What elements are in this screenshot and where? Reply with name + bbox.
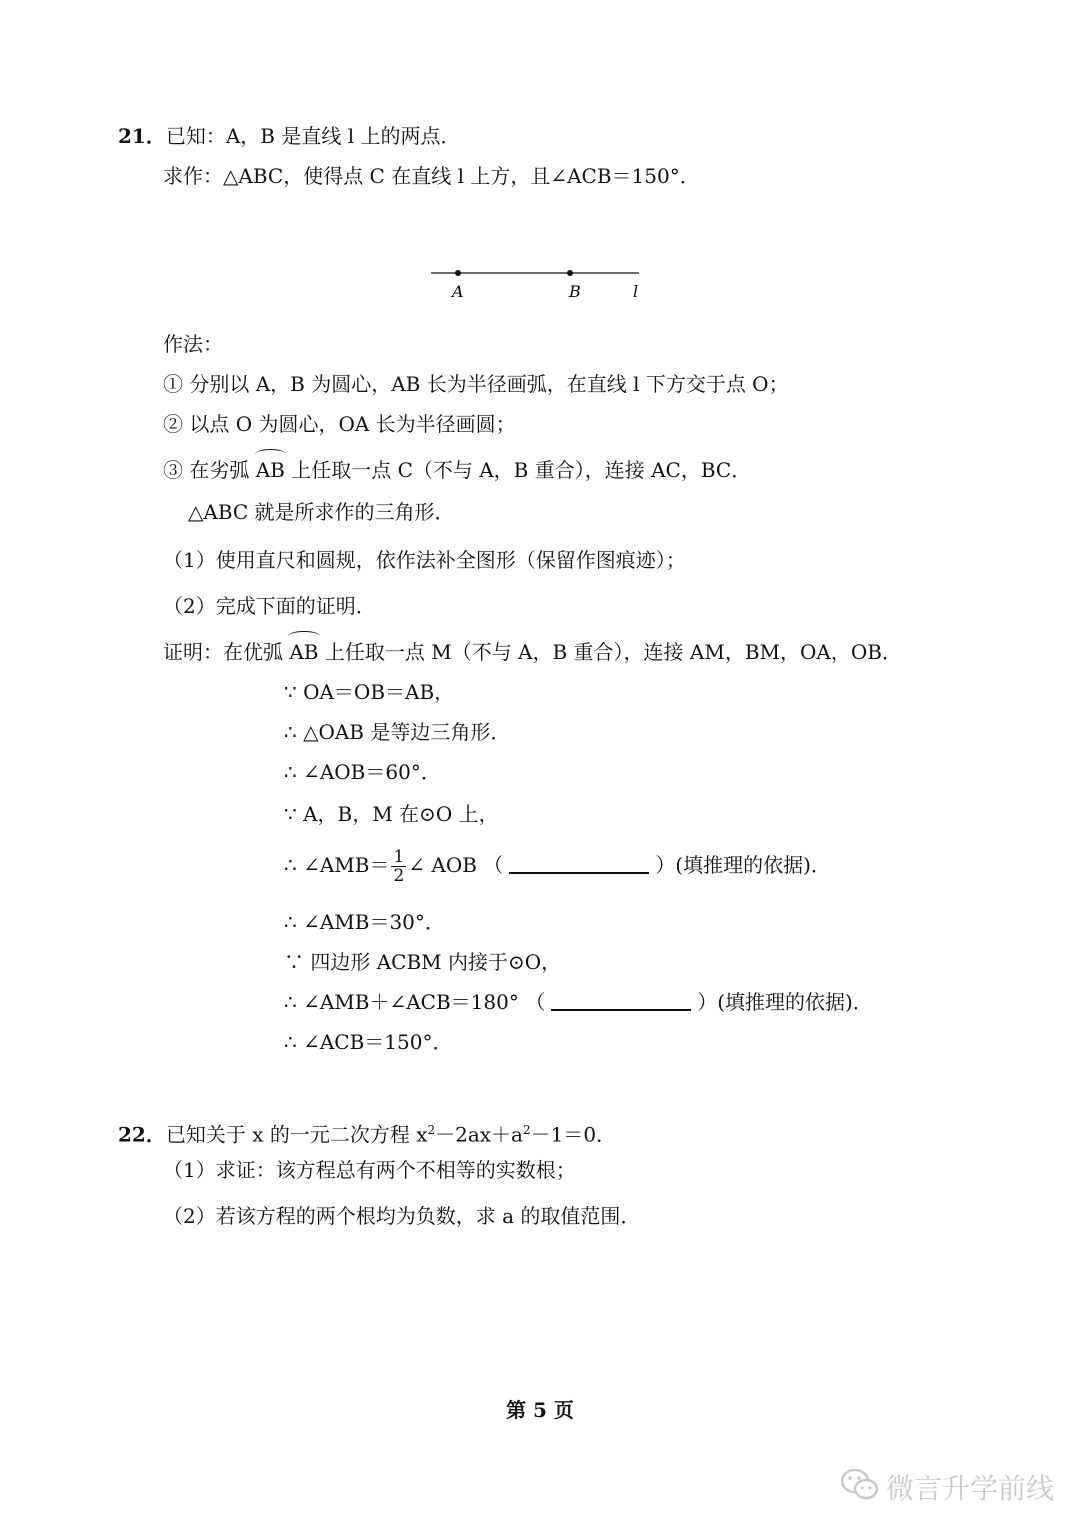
q21-number: 21． (118, 124, 166, 148)
proof-pre: 证明：在优弧 (163, 640, 283, 664)
label-b: B (569, 282, 581, 301)
q21-part-2: （2）完成下面的证明． (163, 594, 376, 618)
proof-step-2: ∴ △OAB 是等边三角形． (284, 720, 511, 744)
q22-part-2: （2）若该方程的两个根均为负数，求 a 的取值范围． (163, 1204, 641, 1228)
p5-post: ）(填推理的依据)． (655, 853, 831, 877)
q22-stem-pre: 已知关于 x 的一元二次方程 x (165, 1122, 428, 1147)
q21-part-1: （1）使用直尺和圆规，依作法补全图形（保留作图痕迹）； (163, 548, 686, 572)
q22-part-1: （1）求证：该方程总有两个不相等的实数根； (163, 1158, 576, 1182)
p5-mid: ∠ AOB （ (408, 853, 504, 877)
wechat-icon (838, 1464, 882, 1504)
q22-number: 22． (118, 1122, 166, 1147)
proof-step-4: ∵ A，B，M 在⊙O 上， (284, 802, 499, 826)
label-a: A (452, 282, 464, 301)
fraction-denominator: 2 (393, 866, 405, 886)
step3-pre: ③ 在劣弧 (163, 458, 250, 482)
p8-pre: ∴ ∠AMB＋∠ACB＝180° （ (284, 990, 546, 1014)
method-step-3 (163, 456, 751, 484)
proof-step-5 (284, 848, 831, 885)
proof-post: 上任取一点 M（不与 A，B 重合），连接 AM，BM，OA，OB． (324, 640, 902, 664)
q22-stem-post: －1＝0． (530, 1122, 617, 1147)
q22-stem (118, 1116, 616, 1149)
p5-pre: ∴ ∠AMB＝ (284, 853, 390, 877)
watermark-text: 微言升学前线 (886, 1472, 1055, 1505)
watermark (838, 1464, 1068, 1508)
q21-task: 求作：△ABC，使得点 C 在直线 l 上方，且∠ACB＝150°． (163, 164, 700, 188)
q22-stem-mid: －2ax＋a (435, 1122, 523, 1147)
q21-given-line (118, 122, 460, 150)
minor-arc-ab: AB (255, 458, 285, 482)
point-b (567, 270, 573, 276)
proof-intro (163, 638, 902, 666)
exponent-2: 2 (522, 1123, 531, 1137)
method-title: 作法： (163, 332, 223, 356)
label-l: l (633, 282, 639, 301)
major-arc-ab: AB (289, 640, 319, 664)
method-step-2: ② 以点 O 为圆心，OA 长为半径画圆； (163, 412, 516, 436)
exponent-1: 2 (427, 1123, 436, 1137)
proof-step-8 (284, 988, 873, 1016)
fraction-numerator: 1 (393, 847, 405, 867)
proof-step-7: ∵ 四边形 ACBM 内接于⊙O， (284, 950, 562, 974)
proof-step-6: ∴ ∠AMB＝30°． (284, 910, 445, 934)
proof-step-3: ∴ ∠AOB＝60°． (284, 760, 441, 784)
p8-post: ）(填推理的依据)． (697, 990, 873, 1014)
proof-step-1: ∵ OA＝OB＝AB， (284, 680, 455, 704)
fraction-half (391, 848, 406, 885)
method-step-1: ① 分别以 A，B 为圆心，AB 长为半径画弧，在直线 l 下方交于点 O； (163, 372, 789, 396)
answer-blank-1[interactable] (509, 852, 649, 874)
proof-step-9: ∴ ∠ACB＝150°． (284, 1030, 453, 1054)
q21-given: 已知：A，B 是直线 l 上的两点． (165, 124, 461, 148)
page-number: 第 5 页 (506, 1398, 574, 1422)
q21-figure (426, 258, 656, 308)
step3-post: 上任取一点 C（不与 A，B 重合），连接 AC，BC． (291, 458, 752, 482)
method-conclusion: △ABC 就是所求作的三角形． (188, 500, 455, 524)
answer-blank-2[interactable] (551, 989, 691, 1011)
point-a (455, 270, 461, 276)
